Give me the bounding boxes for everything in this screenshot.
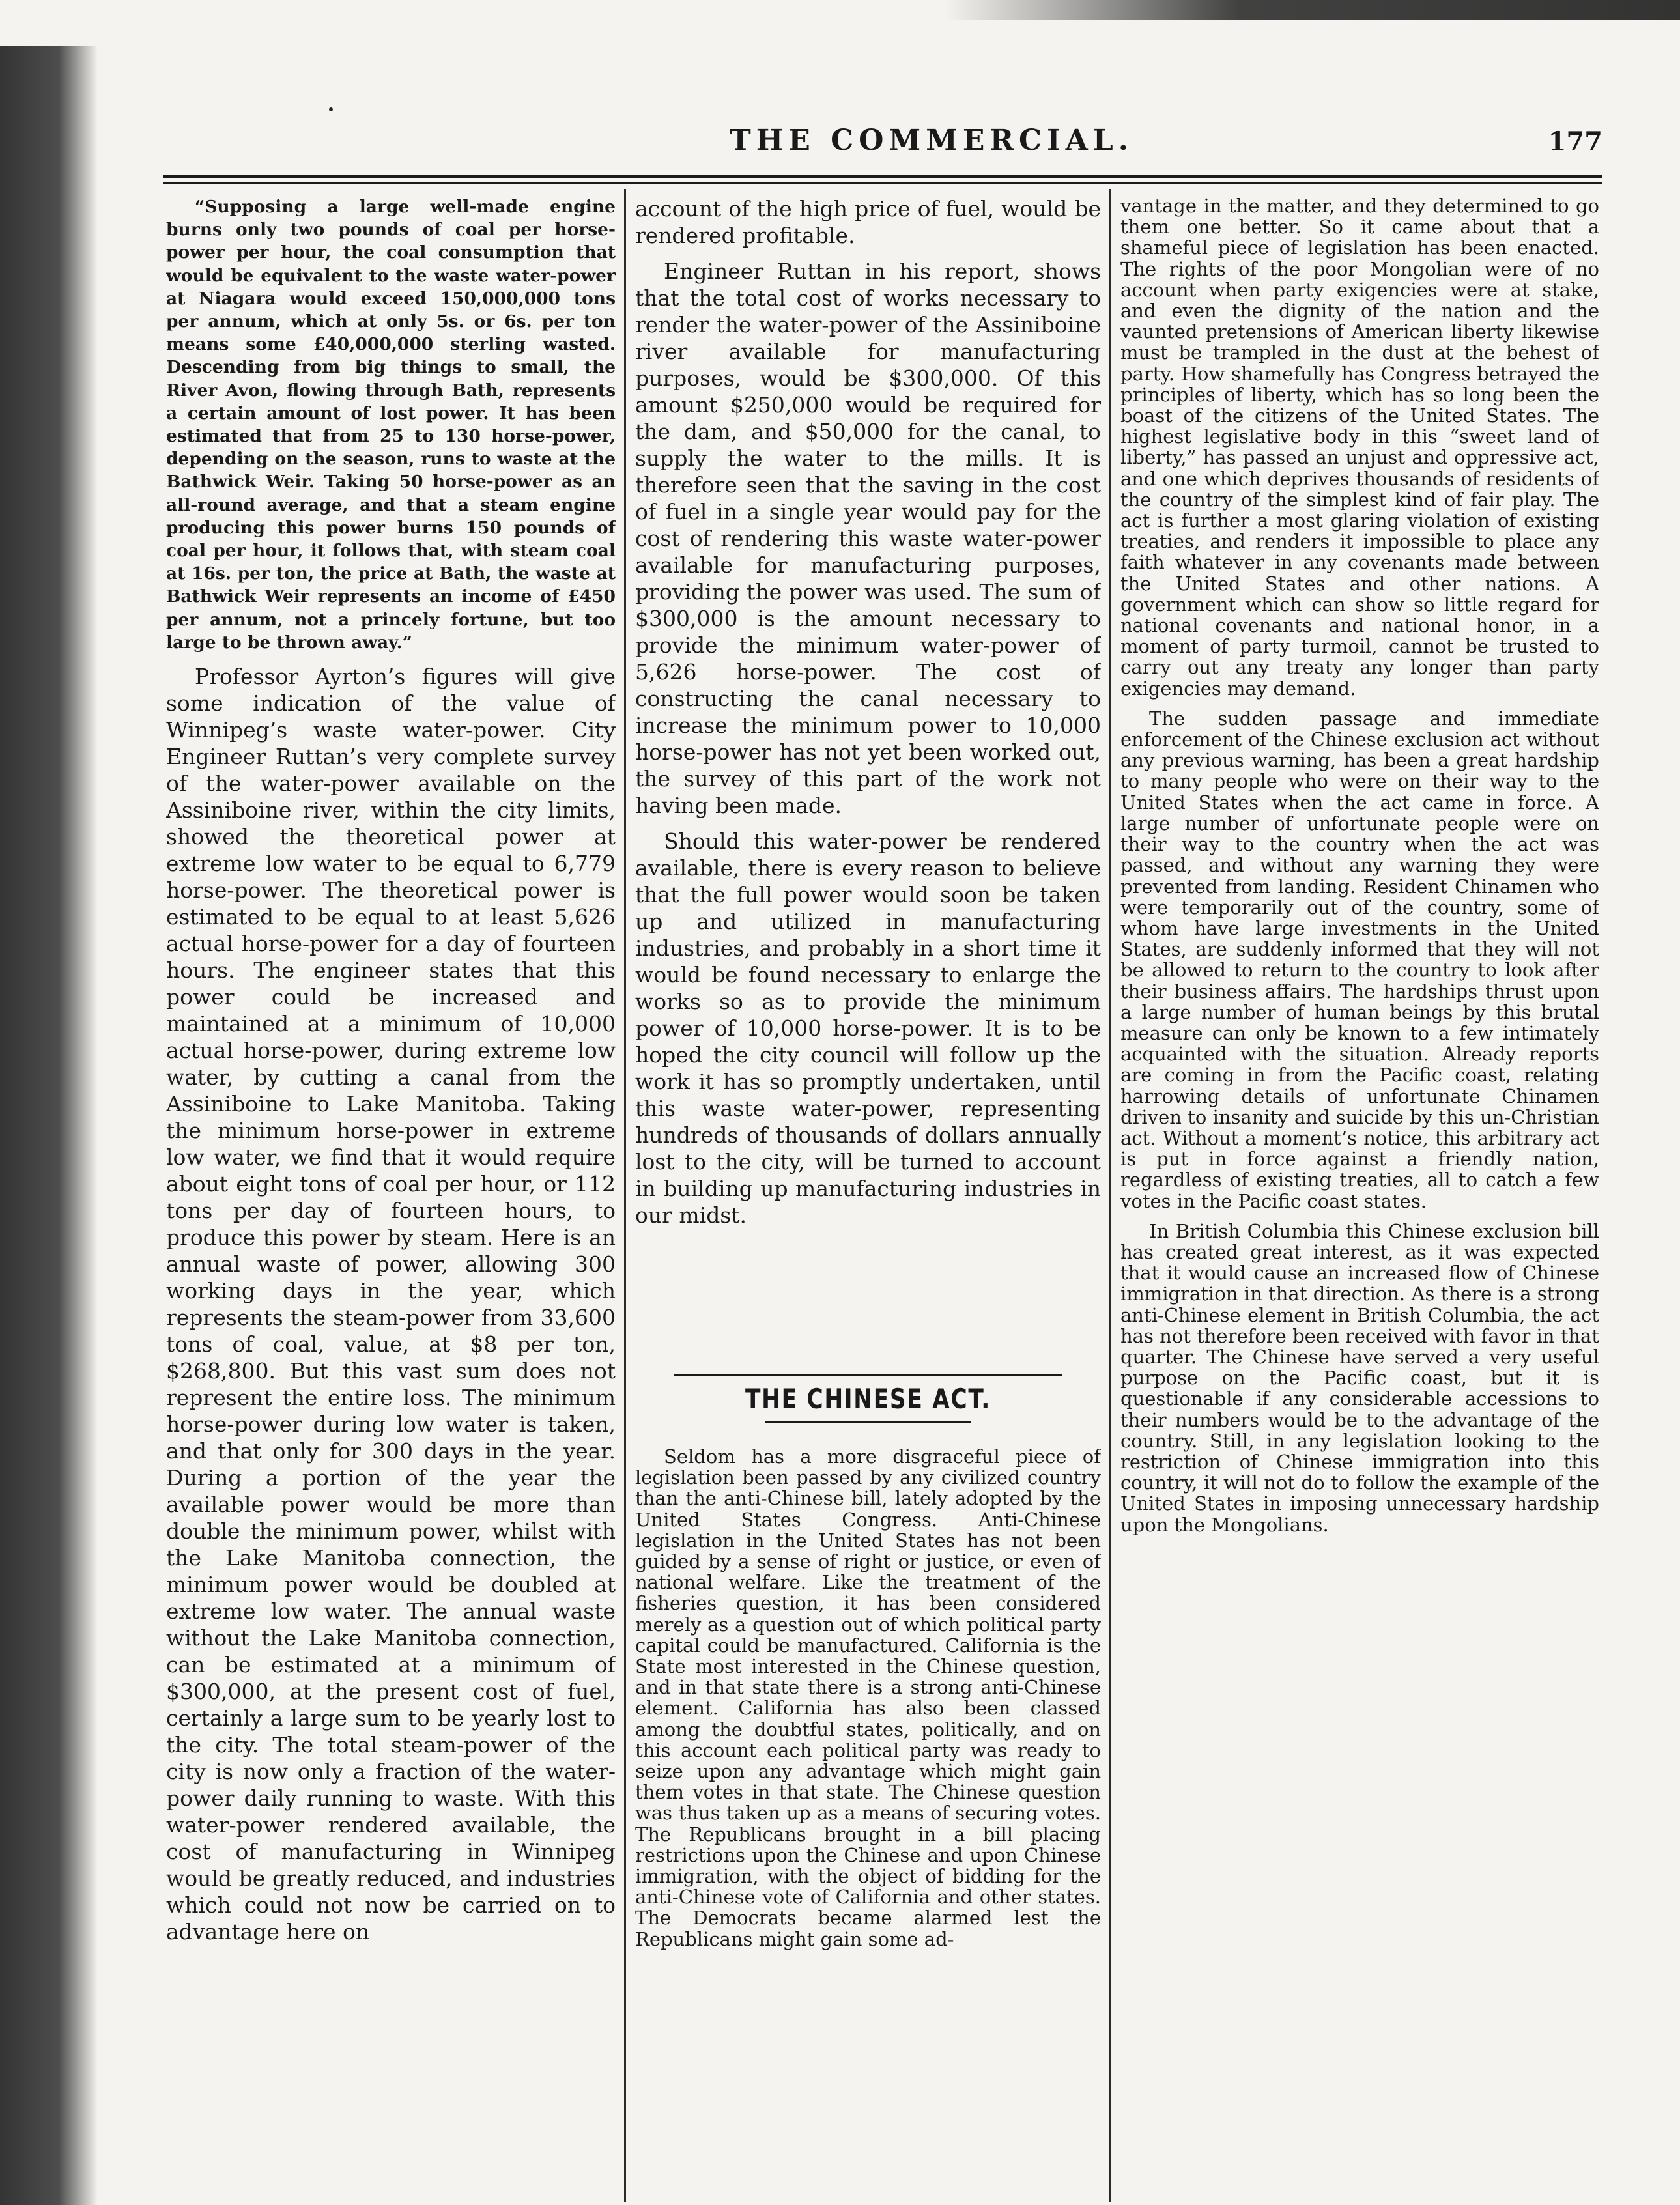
article-paragraph: Seldom has a more disgraceful piece of legislation been passed by any civilized country than the anti-Chinese bill, lately adopted by the United States Congress. Anti-Chinese legislation in the United States has not been guided by a sense of right or justice, or even of national welfare. Like the treatment of the fisheries question, it has been considered merely as a question out of which political party capital could be manufactured. California is the State most interested in the Chinese question, and in that state there is a strong anti-Chinese element. California has also been classed among the doubtful states, politically, and on this account each political party was ready to seize upon any advantage which might gain them votes in that state. The Chinese question was thus taken up as a means of securing votes. The Republicans brought in a bill placing restrictions upon the Chinese and upon Chinese immigration, with the object of bidding for the anti-Chinese vote of California and other states. The Democrats became alarmed lest the Republicans might gain some ad-	[635, 1446, 1101, 1950]
header-rule-thin	[163, 182, 1602, 184]
column-1	[166, 195, 616, 1954]
article-paragraph: In British Columbia this Chinese exclusion bill has created great interest, as it was expected that it would cause an increased flow of Chinese immigration in that direction. As there is a strong anti-Chinese element in British Columbia, the act has not therefore been received with favor in that quarter. The Chinese have served a very useful purpose on the Pacific coast, but it is questionable if any considerable accessions to their numbers would be to the advantage of the country. Still, in any legislation looking to the restriction of Chinese immigration into this country, it will not do to follow the example of the United States in imposing unnecessary hardship upon the Mongolians.	[1120, 1219, 1599, 1536]
page-number: 177	[1548, 126, 1602, 157]
column-3	[1120, 195, 1599, 1544]
article-paragraph: The sudden passage and immediate enforcement of the Chinese exclusion act without any previous warning, has been a great hardship to many people who were on their way to the United States when the act came in force. A large number of unfortunate people were on their way to the country when the act was passed, and without any warning they were prevented from landing. Resident Chinamen who were temporarily out of the country, some of whom have large investments in the United States, are suddenly informed that they will not be allowed to return to the country to look after their business affairs. The hardships thrust upon a large number of human beings by this brutal measure can only be known to a few intimately acquainted with the situation. Already reports are coming in from the Pacific coast, relating harrowing details of unfortunate Chinamen driven to insanity and suicide by this un-Christian act. Without a moment’s notice, this arbitrary act is put in force against a friendly nation, regardless of existing treaties, all to catch a few votes in the Pacific coast states.	[1120, 707, 1599, 1212]
section-heading	[635, 1374, 1101, 1423]
speck	[329, 107, 333, 111]
article-paragraph: account of the high price of fuel, would be rendered profitable.	[635, 196, 1101, 248]
column-2-top	[635, 195, 1101, 1361]
article-paragraph: Professor Ayrton’s figures will give some indication of the value of Winnipeg’s waste water-power. City Engineer Ruttan’s very complete survey of the water-power available on the Assiniboine river, within the city limits, showed the theoretical power at extreme low water to be equal to 6,779 horse-power. The theoretical power is estimated to be equal to at least 5,626 actual horse-power for a day of fourteen hours. The engineer states that this power could be increased and maintained at a minimum of 10,000 actual horse-power, during extreme low water, by cutting a canal from the Assiniboine to Lake Manitoba. Taking the minimum horse-power in extreme low water, we find that it would require about eight tons of coal per hour, or 112 tons per day of fourteen hours, to produce this power by steam. Here is an annual waste of power, allowing 300 working days in the year, which represents the steam-power from 33,600 tons of coal, value, at $8 per ton, $268,800. But this vast sum does not represent the entire loss. The minimum horse-power during low water is taken, and that only for 300 days in the year. During a portion of the year the available power would be more than double the minimum power, whilst with the Lake Manitoba connection, the minimum power would be doubled at extreme low water. The annual waste without the Lake Manitoba connection, can be estimated at a minimum of $300,000, at the present cost of fuel, certainly a large sum to be yearly lost to the city. The total steam-power of the city is now only a fraction of the water-power daily running to waste. With this water-power rendered available, the cost of manufacturing in Winnipeg would be greatly reduced, and industries which could not now be carried on to advantage here on	[166, 664, 616, 1945]
column-divider-2	[1109, 189, 1111, 2202]
header-rule-thick	[163, 175, 1602, 178]
scan-edge-top	[945, 0, 1680, 20]
scan-edge-left	[0, 46, 98, 2205]
heading-rule	[674, 1374, 1062, 1376]
article-paragraph: Engineer Ruttan in his report, shows that the total cost of works necessary to render the water-power of the Assiniboine river available for manufacturing purposes, would be $300,000. Of this amount $250,000 would be required for the dam, and $50,000 for the canal, to supply the water to the mills. It is therefore seen that the saving in the cost of fuel in a single year would pay for the cost of rendering this waste water-power available for manufacturing purposes, providing the power was used. The sum of $300,000 is the amount necessary to provide the minimum water-power of 5,626 horse-power. The cost of constructing the canal necessary to increase the minimum power to 10,000 horse-power has not yet been worked out, the survey of this part of the work not having been made.	[635, 259, 1101, 818]
article-paragraph: Should this water-power be rendered available, there is every reason to believe that the full power would soon be taken up and utilized in manufacturing industries, and probably in a short time it would be found necessary to enlarge the works so as to provide the minimum power of 10,000 horse-power. It is to be hoped the city council will follow up the work it has so promptly undertaken, until this waste water-power, representing hundreds of thousands of dollars annually lost to the city, will be turned to account in building up manufacturing industries in our midst.	[635, 829, 1101, 1228]
masthead-title: THE COMMERCIAL.	[729, 124, 1134, 157]
column-divider-1	[624, 189, 626, 2202]
column-2-bottom	[635, 1446, 1101, 1956]
quoted-passage: “Supposing a large well-made engine burns only two pounds of coal per horse-power per hour, the coal consumption that would be equivalent to the waste water-power at Niagara would exceed 150,000,000 tons per annum, which at only 5s. or 6s. per ton means some £40,000,000 sterling wasted. Descending from big things to small, the River Avon, flowing through Bath, represents a certain amount of lost power. It has been estimated that from 25 to 130 horse-power, depending on the season, runs to waste at the Bathwick Weir. Taking 50 horse-power as an all-round average, and that a steam engine producing this power burns 150 pounds of coal per hour, it follows that, with steam coal at 16s. per ton, the price at Bath, the waste at Bathwick Weir represents an income of £450 per annum, not a princely fortune, but too large to be thrown away.”	[166, 197, 616, 653]
page-header	[163, 124, 1602, 163]
section-title: THE CHINESE ACT.	[745, 1383, 991, 1415]
article-paragraph: vantage in the matter, and they determined to go them one better. So it came about that a shameful piece of legislation has been enacted. The rights of the poor Mongolian were of no account when party exigencies were at stake, and even the dignity of the nation and the vaunted pretensions of American liberty likewise must be trampled in the dust at the behest of party. How shamefully has Congress betrayed the principles of liberty, which has so long been the boast of the citizens of the United States. The highest legislative body in this “sweet land of liberty,” has passed an unjust and oppressive act, and one which deprives thousands of residents of the country of the simplest kind of fair play. The act is further a most glaring violation of existing treaties, and renders it impossible to place any faith whatever in any covenants made between the United States and other nations. A government which can show so little regard for national covenants and national honor, in a moment of party turmoil, cannot be trusted to carry out any treaty any longer than party exigencies may demand.	[1120, 195, 1599, 700]
heading-rule	[765, 1421, 971, 1423]
